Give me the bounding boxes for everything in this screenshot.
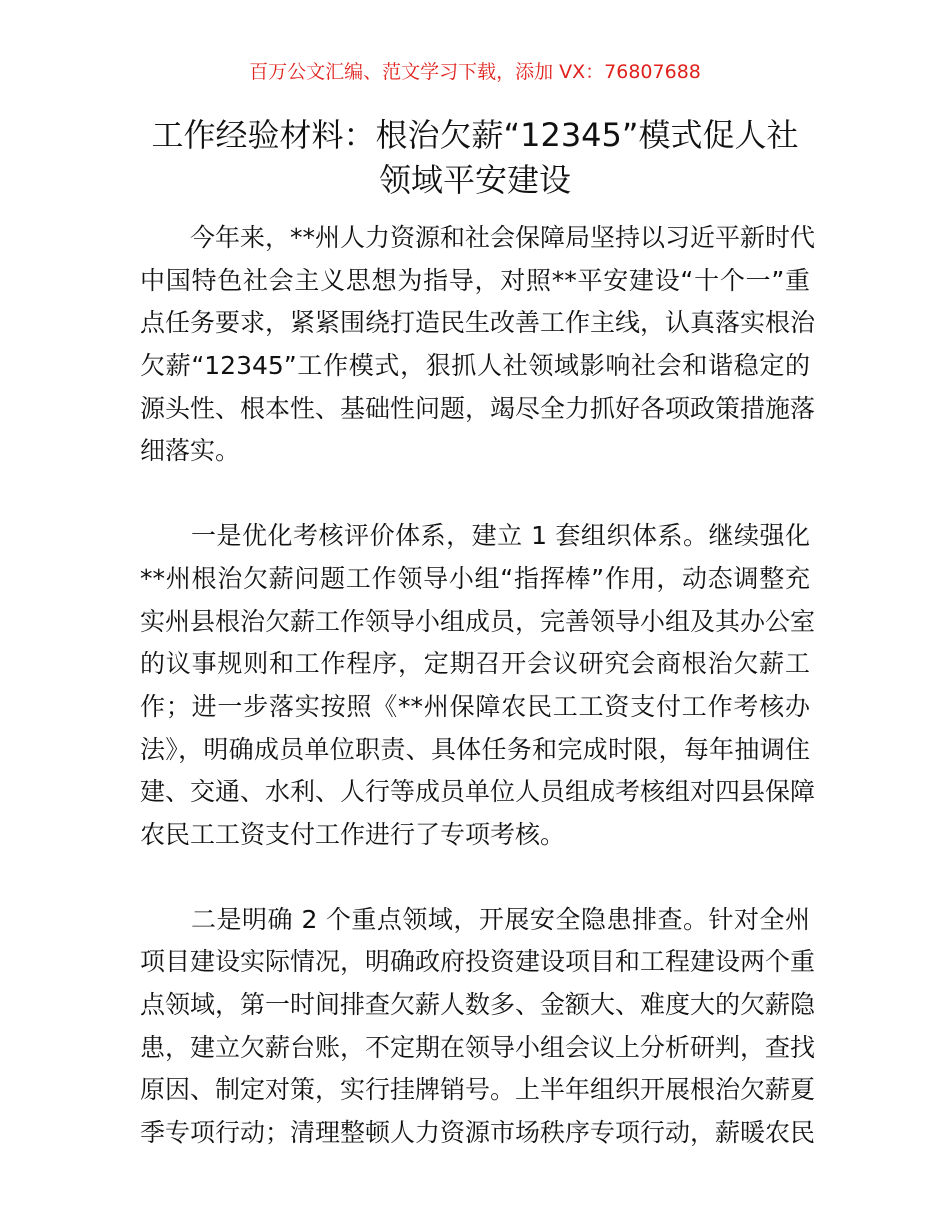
paragraph-line: 农民工工资支付工作进行了专项考核。 (140, 819, 566, 849)
paragraph-line: 二是明确 2 个重点领域，开展安全隐患排查。针对全州 (140, 904, 810, 934)
paragraph-line: 中国特色社会主义思想为指导，对照**平安建设“十个一”重 (140, 265, 810, 295)
paragraph-line: 欠薪“12345”工作模式，狠抓人社领域影响社会和谐稳定的 (140, 351, 810, 381)
paragraph-line: 建、交通、水利、人行等成员单位人员组成考核组对四县保障 (140, 777, 816, 807)
paragraph-line: 今年来，**州人力资源和社会保障局坚持以习近平新时代 (140, 223, 816, 252)
document-title (120, 113, 830, 203)
watermark-header: 百万公文汇编、范文学习下载，添加 VX：76807688 (249, 61, 701, 83)
paragraph-line: 项目建设实际情况，明确政府投资建设项目和工程建设两个重 (140, 947, 816, 977)
paragraph-line: 季专项行动；清理整顿人力资源市场秩序专项行动，薪暖农民 (140, 1118, 816, 1148)
paragraph (140, 217, 816, 473)
paragraph-line: 原因、制定对策，实行挂牌销号。上半年组织开展根治欠薪夏 (140, 1075, 816, 1105)
paragraph-line: 法》，明确成员单位职责、具体任务和完成时限，每年抽调住 (140, 734, 810, 764)
paragraph-line: 实州县根治欠薪工作领导小组成员，完善领导小组及其办公室 (140, 606, 816, 636)
title-line: 领域平安建设 (378, 161, 571, 199)
paragraph-line: 一是优化考核评价体系，建立 1 套组织体系。继续强化 (140, 521, 810, 551)
paragraph-line: 源头性、根本性、基础性问题，竭尽全力抓好各项政策措施落 (140, 393, 816, 423)
paragraph-line: 的议事规则和工作程序，定期召开会议研究会商根治欠薪工 (140, 649, 810, 679)
paragraph-line: 作；进一步落实按照《**州保障农民工工资支付工作考核办 (140, 691, 810, 721)
paragraph (140, 515, 816, 857)
title-line: 工作经验材料：根治欠薪“12345”模式促人社 (151, 116, 799, 154)
paragraph-line: 患，建立欠薪台账，不定期在领导小组会议上分析研判，查找 (140, 1032, 816, 1062)
paragraph (140, 899, 816, 1155)
paragraph-line: 点任务要求，紧紧围绕打造民生改善工作主线，认真落实根治 (140, 308, 816, 338)
paragraph-line: **州根治欠薪问题工作领导小组“指挥棒”作用，动态调整充 (140, 563, 810, 593)
paragraph-line: 点领域，第一时间排查欠薪人数多、金额大、难度大的欠薪隐 (140, 990, 816, 1019)
document-body (140, 217, 816, 1197)
paragraph-line: 细落实。 (140, 436, 241, 466)
